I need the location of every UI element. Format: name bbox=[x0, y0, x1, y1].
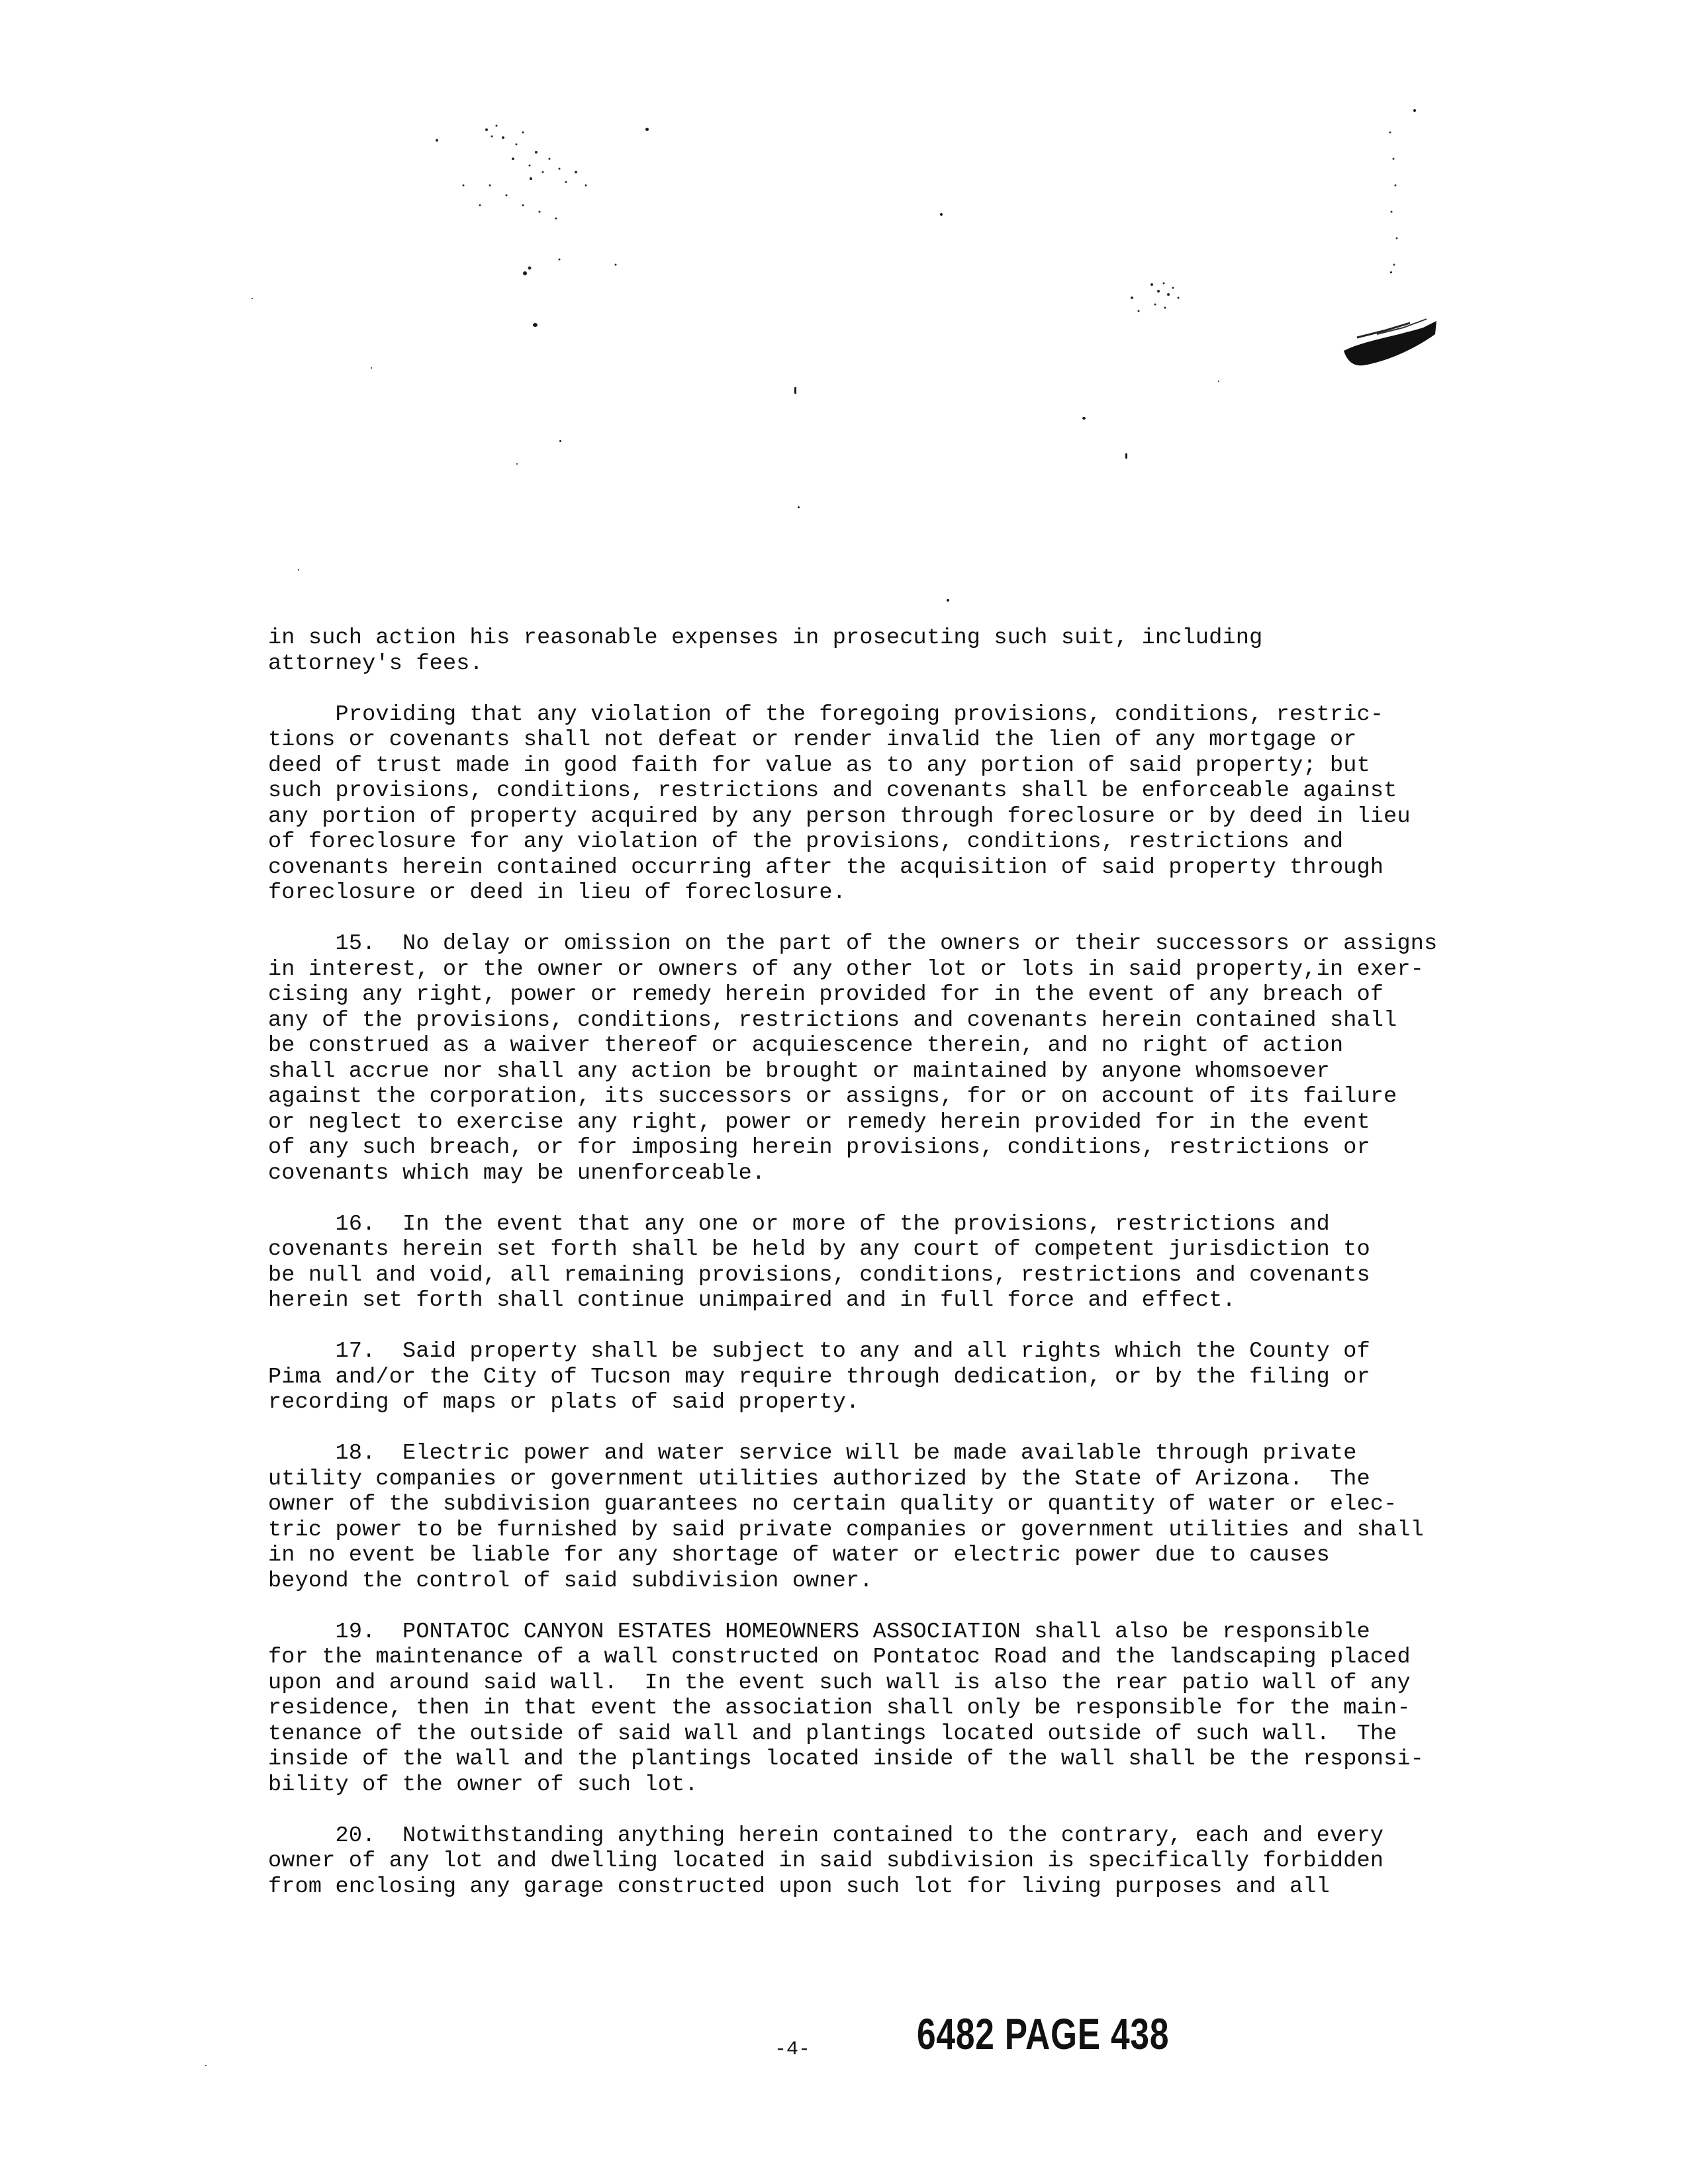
ink-noise-cluster bbox=[424, 106, 649, 278]
text-line: tenance of the outside of said wall and plantings located outside of such wall. The bbox=[268, 1721, 1397, 1747]
ink-smudge bbox=[1337, 311, 1443, 371]
text-line: Providing that any violation of the foregoing provisions, conditions, restric- bbox=[268, 702, 1384, 727]
text-line: herein set forth shall continue unimpaired and in full force and effect. bbox=[268, 1288, 1236, 1313]
text-line: attorney's fees. bbox=[268, 651, 483, 676]
text-line: be null and void, all remaining provisions, conditions, restrictions and covenants bbox=[268, 1262, 1370, 1288]
text-line: from enclosing any garage constructed upon such lot for living purposes and all bbox=[268, 1874, 1330, 1899]
text-line: in interest, or the owner or owners of any other lot or lots in said property,in exer- bbox=[268, 956, 1425, 982]
text-line: inside of the wall and the plantings located inside of the wall shall be the responsi- bbox=[268, 1747, 1425, 1772]
text-line: in no event be liable for any shortage of water or electric power due to causes bbox=[268, 1543, 1330, 1568]
edge-noise bbox=[1383, 119, 1410, 291]
text-line: foreclosure or deed in lieu of foreclosure. bbox=[268, 880, 847, 905]
text-line: 16. In the event that any one or more of the provisions, restrictions and bbox=[268, 1211, 1330, 1237]
text-line: or neglect to exercise any right, power or remedy herein provided for in the event bbox=[268, 1109, 1370, 1135]
text-line: 19. PONTATOC CANYON ESTATES HOMEOWNERS ASSOCIATION shall also be responsible bbox=[268, 1619, 1370, 1645]
text-line: covenants herein set forth shall be held by any court of competent jurisdiction to bbox=[268, 1237, 1370, 1262]
text-line: 20. Notwithstanding anything herein contained to the contrary, each and every bbox=[268, 1823, 1384, 1848]
page-number: -4- bbox=[774, 2038, 811, 2061]
text-line: covenants which may be unenforceable. bbox=[268, 1160, 766, 1186]
text-line: shall accrue nor shall any action be brought or maintained by anyone whomsoever bbox=[268, 1058, 1330, 1084]
paragraph bbox=[268, 625, 1407, 676]
text-line: upon and around said wall. In the event such wall is also the rear patio wall of any bbox=[268, 1670, 1411, 1696]
paragraph bbox=[268, 1823, 1407, 1900]
text-line: beyond the control of said subdivision owner. bbox=[268, 1568, 873, 1594]
text-line: bility of the owner of such lot. bbox=[268, 1772, 698, 1797]
paragraph bbox=[268, 931, 1438, 1186]
text-line: be construed as a waiver thereof or acquiescence therein, and no right of action bbox=[268, 1033, 1344, 1058]
text-line: residence, then in that event the association shall only be responsible for the main- bbox=[268, 1696, 1411, 1721]
text-line: owner of any lot and dwelling located in said subdivision is specifically forbidden bbox=[268, 1848, 1384, 1874]
text-line: recording of maps or plats of said property. bbox=[268, 1390, 860, 1415]
document-body bbox=[268, 625, 1438, 1925]
text-line: any portion of property acquired by any person through foreclosure or by deed in lieu bbox=[268, 803, 1411, 829]
text-line: cising any right, power or remedy herein provided for in the event of any breach of bbox=[268, 982, 1384, 1007]
text-line: covenants herein contained occurring after the acquisition of said property through bbox=[268, 854, 1384, 880]
paragraph bbox=[268, 1441, 1425, 1594]
text-line: against the corporation, its successors or assigns, for or on account of its failure bbox=[268, 1084, 1397, 1109]
text-line: of any such breach, or for imposing herein provisions, conditions, restrictions or bbox=[268, 1135, 1370, 1160]
ink-noise-cluster-right bbox=[1119, 265, 1198, 331]
recording-stamp: 6482 PAGE 438 bbox=[917, 2009, 1170, 2058]
text-line: any of the provisions, conditions, restrictions and covenants herein contained shall bbox=[268, 1007, 1397, 1033]
paragraph bbox=[268, 1339, 1407, 1416]
text-line: 15. No delay or omission on the part of the owners or their successors or assigns bbox=[268, 931, 1438, 956]
text-line: 18. Electric power and water service will be made available through private bbox=[268, 1441, 1357, 1466]
paragraph bbox=[268, 1212, 1407, 1314]
text-line: such provisions, conditions, restrictions and covenants shall be enforceable against bbox=[268, 778, 1397, 803]
text-line: deed of trust made in good faith for value as to any portion of said property; but bbox=[268, 752, 1370, 778]
text-line: tric power to be furnished by said private companies or government utilities and shall bbox=[268, 1517, 1425, 1543]
text-line: utility companies or government utilities authorized by the State of Arizona. The bbox=[268, 1466, 1370, 1492]
text-line: 17. Said property shall be subject to any and all rights which the County of bbox=[268, 1339, 1370, 1364]
text-line: of foreclosure for any violation of the provisions, conditions, restrictions and bbox=[268, 829, 1344, 854]
paragraph bbox=[268, 1619, 1425, 1798]
text-line: Pima and/or the City of Tucson may require through dedication, or by the filing or bbox=[268, 1364, 1370, 1390]
text-line: in such action his reasonable expenses in prosecuting such suit, including bbox=[268, 625, 1263, 651]
text-line: tions or covenants shall not defeat or render invalid the lien of any mortgage or bbox=[268, 727, 1357, 752]
text-line: for the maintenance of a wall constructed on Pontatoc Road and the landscaping placed bbox=[268, 1645, 1411, 1670]
text-line: owner of the subdivision guarantees no certain quality or quantity of water or elec- bbox=[268, 1492, 1397, 1517]
paragraph bbox=[268, 702, 1411, 906]
